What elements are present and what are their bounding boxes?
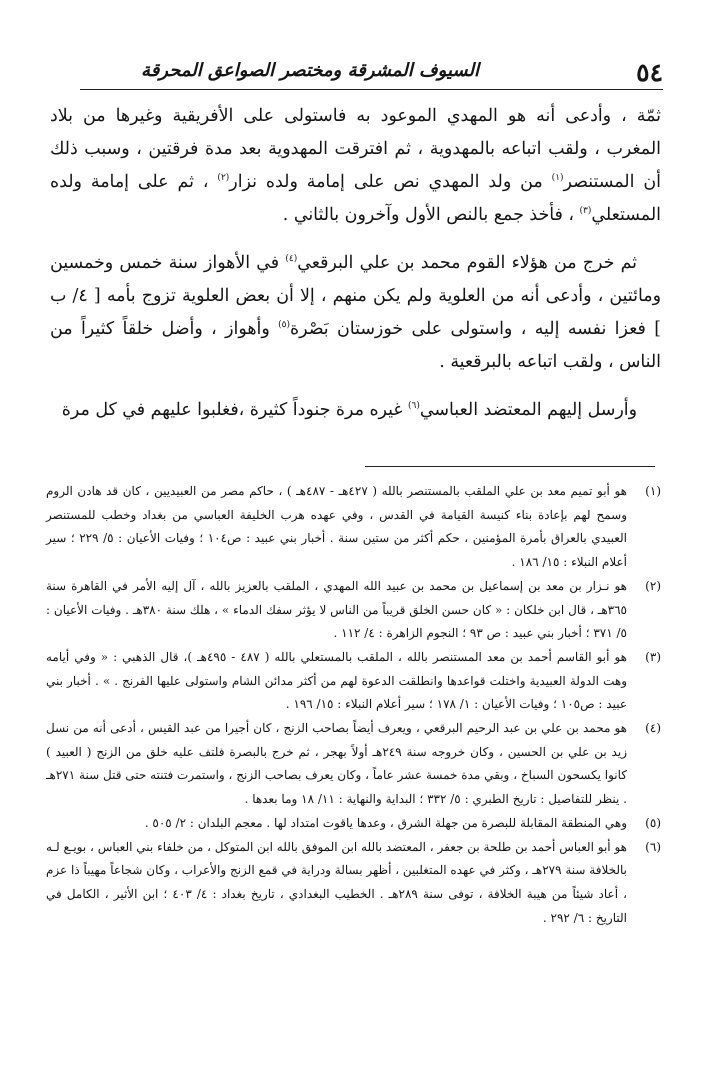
text-run: ، فأخذ جمع بالنص الأول وآخرون بالثاني . <box>282 205 580 225</box>
text-run: غيره مرة جنوداً كثيرة ،فغلبوا عليهم في كل مرة <box>61 400 409 420</box>
footnote-ref: (٥) <box>278 320 291 331</box>
footnote-number: (٦) <box>645 839 661 854</box>
text-run: ، ثم على إمامة ولده المستعلي <box>50 172 661 225</box>
text-run: في الأهواز سنة خمس وخمسين ومائتين ، وأدعى أنه من العلوية ولم يكن منهم ، إلا أن بعض العلوية تزوج بأمه [ ٤/ ب ] فعزا نفسه إليه ، واستولى على خوزستان بَصْرة <box>50 253 661 339</box>
footnote-text: هو محمد بن علي بن عبد الرحيم البرقعي ، ويعرف أيضاً بصاحب الزنج ، كان أجيرا من عبد القيس ، أدعى أنه من نسل زيد بن علي بن الحسين ، وكان خروجه سنة ٢٤٩هـ أولاً بهجر ، ثم خرج بالبصرة فلتف عليه خلق من الزنج ( العبيد ) كانوا يكسحون السباخ ، وبقي مدة خمسة عشر عاماً ، وكان يعرف بصاحب الزنج ، واستمرت فتنته حتى قتل سنة ٢٧١هـ . ينظر للتفاصيل : تاريخ الطبري : ٥/ ٣٣٢ ؛ البداية والنهاية : ١١/ ١٨ وما بعدها . <box>46 721 627 807</box>
text-run: ثم خرج من هؤلاء القوم محمد بن علي البرقعي <box>297 253 638 273</box>
paragraph-3 <box>50 394 661 427</box>
footnote-ref: (٦) <box>408 401 420 412</box>
footnote-4 <box>46 717 661 812</box>
footnote-number: (٥) <box>645 815 661 830</box>
footnote-ref: (٤) <box>285 254 298 265</box>
page-number: ٥٤ <box>636 58 663 87</box>
footnote-number: (٤) <box>645 721 661 736</box>
footnote-number: (٣) <box>645 649 661 664</box>
footnote-number: (١) <box>645 484 661 498</box>
footnote-text: هو نـزار بن معد بن إسماعيل بن محمد بن عبيد الله المهدي ، الملقب بالعزيز بالله ، آل إليه الأمر في القاهرة سنة ٣٦٥هـ ، قال ابن خلكان : « كان حسن الخلق قريباً من الناس لا يؤثر سفك الدماء » ، هلك سنة ٣٨٠هـ . وفيات الأعيان : ٥/ ٣٧١ ؛ أخبار بني عبيد : ص ٩٣ ؛ النجوم الزاهرة : ٤/ ١١٢ . <box>46 578 627 641</box>
footnote-5 <box>46 812 661 836</box>
text-run: ثمّة ، وأدعى أنه هو المهدي الموعود به فاستولى على الأفريقية وغيرها من بلاد المغرب ، ولقب اتباعه بالمهدوية ، ثم افترقت المهدوية بعد مدة فرقتين ، وسبب ذلك أن المستنصر <box>50 106 661 192</box>
footnote-text: هو أبو القاسم أحمد بن معد المستنصر بالله ، الملقب بالمستعلي بالله ( ٤٨٧ - ٤٩٥هـ )، قال الذهبي : « وفي أيامه وهت الدولة العبيدية واختلت قواعدها وانطلقت الدعوة لهم من أكثر مدائن الشام واستولى عليها الفرنج . » . أخبار بني عبيد : ص١٠٥ ؛ وفيات الأعيان : ١/ ١٧٨ ؛ سير أعلام النبلاء : ١٥/ ١٩٦ . <box>46 649 628 712</box>
paragraph-2 <box>50 247 661 379</box>
footnote-number: (٢) <box>645 578 661 593</box>
footnote-6 <box>46 836 661 931</box>
header-rule <box>80 89 663 90</box>
paragraph-1 <box>50 100 661 232</box>
footnotes <box>46 480 661 930</box>
footnote-ref: (٣) <box>579 206 592 217</box>
main-text <box>50 100 661 427</box>
book-title: السيوف المشرقة ومختصر الصواعق المحرقة <box>141 60 479 81</box>
footnote-text: هو أبو تميم معد بن علي الملقب بالمستنصر بالله ( ٤٢٧هـ - ٤٨٧هـ ) ، حاكم مصر من العبيديين ، كان قد هادن الروم وسمح لهم بإعادة بناء كنيسة القيامة في القدس ، وفي عهده هرب الخليفة العباسي من بغداد وخطب للمستنصر العبيدي بالعراق بأمرة المؤمنين ، حكم أكثر من ستين سنة . أخبار بني عبيد : ص١٠٤ ؛ وفيات الأعيان : ٥/ ٢٢٩ ؛ سير أعلام النبلاء : ١٥/ ١٨٦ . <box>46 484 628 570</box>
footnote-text: هو أبو العباس أحمد بن طلحة بن جعفر ، المعتضد بالله ابن الموفق بالله ابن المتوكل ، من خلفاء بني العباس ، بويـع لـه بالخلافة سنة ٢٧٩هـ ، وكثر في عهده المتغلبين ، أظهر بسالة ودراية في قمع الزنج والأعراب ، وكان شجاعاً مهيباً ذا عزم ، أعاد شيئاً من هيبة الخلافة ، توفى سنة ٢٨٩هـ . الخطيب البغدادي ، تاريخ بغداد : ٤/ ٤٠٣ ؛ ابن الأثير ، الكامل في التاريخ : ٦/ ٢٩٢ . <box>46 839 628 925</box>
footnote-2 <box>46 575 661 646</box>
footnote-text: وهي المنطقة المقابلة للبصرة من جهلة الشرق ، وعدها ياقوت امتداد لها . معجم البلدان : ٢/ ٥٠٥ . <box>144 815 627 830</box>
running-header <box>80 50 663 94</box>
text-run: من ولد المهدي نص على إمامة ولده نزار <box>229 172 552 192</box>
footnote-ref: (٢) <box>217 173 230 184</box>
footnote-1 <box>46 480 661 575</box>
footnote-3 <box>46 646 661 717</box>
text-run: وأهواز ، وأضل خلقاً كثيراً من الناس ، ولقب اتباعه بالبرقعية . <box>50 319 661 372</box>
text-run: وأرسل إليهم المعتضد العباسي <box>419 400 637 420</box>
footnote-ref: (١) <box>551 173 564 184</box>
footnote-separator <box>365 466 655 467</box>
